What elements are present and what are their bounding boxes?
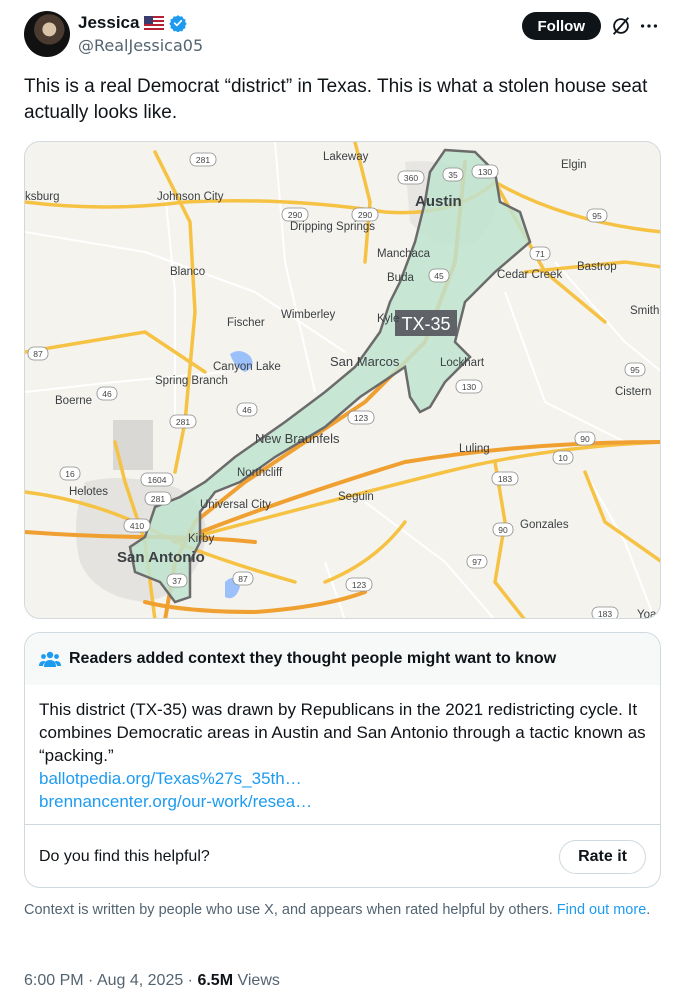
- tweet-header: [24, 11, 664, 59]
- route-shield: [190, 153, 216, 166]
- follow-button[interactable]: Follow: [522, 12, 602, 40]
- author-name-row: [78, 13, 187, 33]
- route-shield-label: 71: [535, 249, 545, 259]
- map-place-label: Lakeway: [323, 151, 369, 163]
- route-shield: [625, 363, 645, 376]
- map-place-label: Luling: [459, 443, 490, 455]
- post-date[interactable]: Aug 4, 2025: [96, 972, 184, 989]
- district-map: [25, 142, 661, 619]
- map-place-label: Dripping Springs: [290, 221, 376, 233]
- map-place-label: San Antonio: [117, 549, 205, 566]
- map-place-label: Universal City: [200, 499, 271, 511]
- map-place-label: Lockhart: [440, 357, 485, 369]
- community-note: [24, 632, 661, 888]
- route-shield-label: 183: [597, 609, 613, 619]
- route-shield-label: 87: [238, 574, 248, 584]
- route-shield-label: 16: [65, 469, 75, 479]
- map-place-label: Boerne: [55, 395, 93, 407]
- route-shield: [530, 247, 550, 260]
- map-place-label: Fischer: [227, 317, 265, 329]
- map-place-label: Cistern: [615, 386, 652, 398]
- map-place-label: Manchaca: [377, 248, 431, 260]
- people-icon: [39, 650, 61, 668]
- helpful-question: Do you find this helpful?: [39, 848, 210, 865]
- map-place-label: Seguin: [338, 491, 374, 503]
- map-place-label: Cedar Creek: [497, 269, 563, 281]
- note-footer: [39, 825, 646, 888]
- route-shield-label: 281: [175, 417, 191, 427]
- route-shield-label: 37: [172, 576, 182, 586]
- route-shield: [553, 451, 573, 464]
- route-shield-label: 87: [33, 349, 43, 359]
- route-shield-label: 130: [461, 382, 477, 392]
- route-shield-label: 46: [102, 389, 112, 399]
- route-shield: [398, 171, 424, 184]
- route-shield-label: 123: [353, 413, 369, 423]
- route-shield: [592, 607, 618, 619]
- route-shield: [429, 269, 449, 282]
- map-place-label: Kyle: [377, 313, 400, 325]
- route-shield: [282, 208, 308, 221]
- route-shield: [141, 473, 173, 486]
- map-place-label: Buda: [387, 272, 414, 284]
- route-shield-label: 290: [287, 210, 303, 220]
- context-disclaimer-end: .: [646, 902, 651, 918]
- author-handle[interactable]: @RealJessica05: [78, 36, 204, 55]
- map-place-label: New Braunfels: [255, 431, 340, 446]
- route-shield: [443, 168, 463, 181]
- route-shield: [124, 519, 150, 532]
- map-place-label: Johnson City: [157, 191, 224, 203]
- note-header: [25, 633, 660, 685]
- map-place-label: Austin: [415, 193, 462, 210]
- route-shield: [352, 208, 378, 221]
- route-shield: [60, 467, 80, 480]
- map-place-label: Bastrop: [577, 261, 617, 273]
- route-shield: [467, 555, 487, 568]
- route-shield-label: 90: [498, 525, 508, 535]
- view-count: 6.5M: [197, 972, 234, 989]
- route-shield: [167, 574, 187, 587]
- note-source-link[interactable]: ballotpedia.org/Texas%27s_35th…: [39, 769, 302, 788]
- map-image[interactable]: [24, 141, 661, 619]
- map-place-label: ksburg: [25, 191, 60, 203]
- route-shield-label: 281: [150, 494, 166, 504]
- note-source-link[interactable]: brennancenter.org/our-work/resea…: [39, 792, 313, 811]
- note-body: [25, 685, 660, 813]
- route-shield-label: 95: [630, 365, 640, 375]
- note-title: Readers added context they thought people might want to know: [69, 650, 557, 667]
- verified-badge-icon: [169, 14, 187, 32]
- route-shield-label: 130: [477, 167, 493, 177]
- avatar[interactable]: [24, 11, 70, 57]
- rate-it-button[interactable]: Rate it: [559, 840, 646, 874]
- route-shield: [97, 387, 117, 400]
- map-place-label: Spring Branch: [155, 375, 228, 387]
- route-shield: [28, 347, 48, 360]
- note-text: This district (TX-35) was drawn by Republicans in the 2021 redistricting cycle. It combines Democratic areas in Austin and San Antonio through a tactic known as “packing.”: [39, 700, 646, 765]
- map-place-label: Kirby: [188, 533, 215, 545]
- tweet-meta: 6:00 PM · Aug 4, 2025 · 6.5M Views: [24, 972, 280, 989]
- route-shield: [456, 380, 482, 393]
- map-place-label: Smith: [630, 305, 660, 317]
- route-shield-label: 281: [195, 155, 211, 165]
- route-shield-label: 35: [448, 170, 458, 180]
- route-shield: [575, 432, 595, 445]
- route-shield: [233, 572, 253, 585]
- map-place-label: Canyon Lake: [213, 361, 281, 373]
- route-shield-label: 46: [242, 405, 252, 415]
- route-shield-label: 90: [580, 434, 590, 444]
- district-label: TX-35: [401, 314, 451, 334]
- route-shield: [170, 415, 196, 428]
- route-shield: [348, 411, 374, 424]
- route-shield: [493, 523, 513, 536]
- map-place-label: Gonzales: [520, 519, 569, 531]
- map-place-label: Yoa: [637, 609, 657, 619]
- route-shield-label: 95: [592, 211, 602, 221]
- map-place-label: San Marcos: [330, 354, 400, 369]
- map-place-label: Blanco: [170, 266, 206, 278]
- route-shield-label: 1604: [147, 475, 167, 485]
- route-shield-label: 10: [558, 453, 568, 463]
- map-place-label: Northcliff: [237, 467, 283, 479]
- more-options-icon[interactable]: [638, 15, 660, 37]
- route-shield-label: 290: [357, 210, 373, 220]
- route-shield: [346, 578, 372, 591]
- tweet-text: This is a real Democrat “district” in Texas. This is what a stolen house seat actually looks like.: [24, 76, 648, 123]
- route-shield-label: 45: [434, 271, 444, 281]
- route-shield-label: 183: [497, 474, 513, 484]
- context-disclaimer-text: Context is written by people who use X, and appears when rated helpful by others.: [24, 902, 553, 918]
- us-flag-icon: [144, 16, 164, 30]
- route-shield: [237, 403, 257, 416]
- route-shield: [145, 492, 171, 505]
- post-time[interactable]: 6:00 PM: [24, 972, 84, 989]
- route-shield: [472, 165, 498, 178]
- grok-icon[interactable]: [610, 15, 632, 37]
- route-shield-label: 97: [472, 557, 482, 567]
- views-label: Views: [237, 972, 280, 989]
- author-name[interactable]: Jessica: [78, 13, 140, 32]
- route-shield-label: 123: [351, 580, 367, 590]
- route-shield-label: 410: [129, 521, 145, 531]
- route-shield-label: 360: [403, 173, 419, 183]
- find-out-more-link[interactable]: Find out more: [556, 902, 647, 918]
- context-disclaimer: [24, 901, 654, 920]
- map-place-label: Wimberley: [281, 309, 336, 321]
- map-place-label: Elgin: [561, 159, 587, 171]
- route-shield: [492, 472, 518, 485]
- route-shield: [587, 209, 607, 222]
- map-place-label: Helotes: [69, 486, 108, 498]
